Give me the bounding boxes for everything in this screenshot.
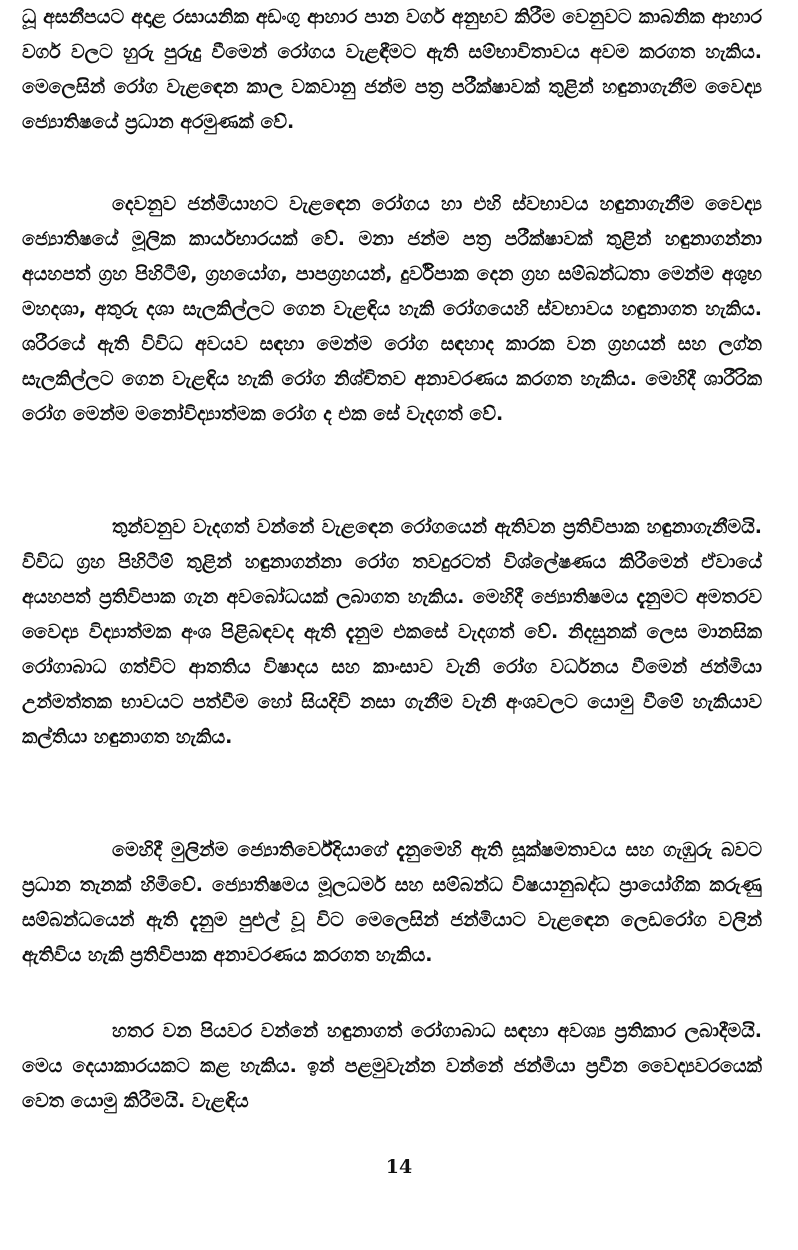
paragraph-2: දෙවනුව ජන්මියාහට වැළඳෙන රෝගය හා එහි ස්වභාවය හඳුනාගැනීම වෛද්‍ය ජ්‍යොතිෂයේ මූලික කාර්යභාරයක් වේ. මනා ජන්ම පත්‍ර පරීක්ෂාවක් තුළින් හඳුනාගන්නා අයහපත් ග්‍රහ පිහිටීම්, ග්‍රහයෝග, පාපග්‍රහයන්, දුර්විපාක දෙන ග්‍රහ සම්බන්ධතා මෙන්ම අශුභ මහදශා, අතුරු දශා සැලකිල්ලට ගෙන වැළඳිය හැකි රෝගයෙහි ස්වභාවය හඳුනාගත හැකිය. ශරීරයේ ඇති විවිධ අවයව සඳහා මෙන්ම රෝග සඳහාද කාරක වන ග්‍රහයන් සහ ලග්න සැලකිල්ලට ගෙන වැළඳිය හැකි රෝග නිශ්චිතව අනාවරණය කරගත හැකිය. මෙහිදී ශාරීරික රෝග මෙන්ම මනෝවිද්‍යාත්මක රෝග ද එක සේ වැදගත් වේ. xyxy=(22,193,762,425)
page-number: 14 xyxy=(385,1156,413,1178)
document-page xyxy=(22,0,762,1250)
paragraph-3: තුන්වනුව වැදගත් වන්නේ වැළඳෙන රෝගයෙන් ඇතිවන ප්‍රතිවිපාක හඳුනාගැනීමයි. විවිධ ග්‍රහ පිහිටීම් තුළින් හඳුනාගන්නා රෝග තවදුරටත් විශ්ලේෂණය කිරීමෙන් ඒවායේ අයහපත් ප්‍රතිවිපාක ගැන අවබෝධයක් ලබාගත හැකිය. මෙහිදී ජ්‍යොතිෂමය දැනුමට අමතරව වෛද්‍ය විද්‍යාත්මක අංශ පිළිබඳවද ඇති දැනුම එකසේ වැදගත් වේ. නිදසුනක් ලෙස මානසික රෝගාබාධ ගත්විට ආතතිය විෂාදය සහ කාංසාව වැනි රෝග වර්ධනය වීමෙන් ජන්මියා උන්මත්තක භාවයට පත්වීම හෝ සියදිවි නසා ගැනීම වැනි අංශවලට යොමු වීමේ හැකියාව කල්තියා හඳුනාගත හැකිය. xyxy=(22,516,762,748)
paragraph-5: හතර වන පියවර වන්නේ හඳුනාගත් රෝගාබාධ සඳහා අවශ්‍ය ප්‍රතිකාර ලබාදීමයි. මෙය දෙයාකාරයකට කළ හැකිය. ඉන් පළමුවැන්න වන්නේ ජන්මියා ප්‍රවීන වෛද්‍යවරයෙක් වෙත යොමු කිරීමයි. වැළඳිය xyxy=(22,1020,762,1112)
paragraph-4: මෙහිදී මුලින්ම ජ්‍යොතිර්වේදියාගේ දැනුමෙහි ඇති සූක්ෂමතාවය සහ ගැඹුරු බවට ප්‍රධාන තැනක් හිමිවේ. ජ්‍යොතිෂමය මූලධර්ම සහ සම්බන්ධ විෂයානුබද්ධ ප්‍රායෝගික කරුණු සම්බන්ධයෙන් ඇති දැනුම පුළුල් වූ විට මෙලෙසින් ජන්මියාට වැළඳෙන ලෙඩරෝග වලින් ඇතිවිය හැකි ප්‍රතිවිපාක අනාවරණය කරගත හැකිය. xyxy=(22,839,762,966)
paragraph-1: ධූ අසනීපයට අදාළ රසායනික අඩංගු ආහාර පාන වර්ග අනුභව කිරීම වෙනුවට කාබනික ආහාර වර්ග වලට හුරු පුරුදු වීමෙන් රෝගය වැළඳීමට ඇති සම්භාවිතාවය අවම කරගත හැකිය. මෙලෙසින් රෝග වැළඳෙන කාල වකවානු ජන්ම පත්‍ර පරීක්ෂාවක් තුළින් හඳුනාගැනීම වෛද්‍ය ජ්‍යොතිෂයේ ප්‍රධාන අරමුණක් වේ. xyxy=(22,6,762,133)
